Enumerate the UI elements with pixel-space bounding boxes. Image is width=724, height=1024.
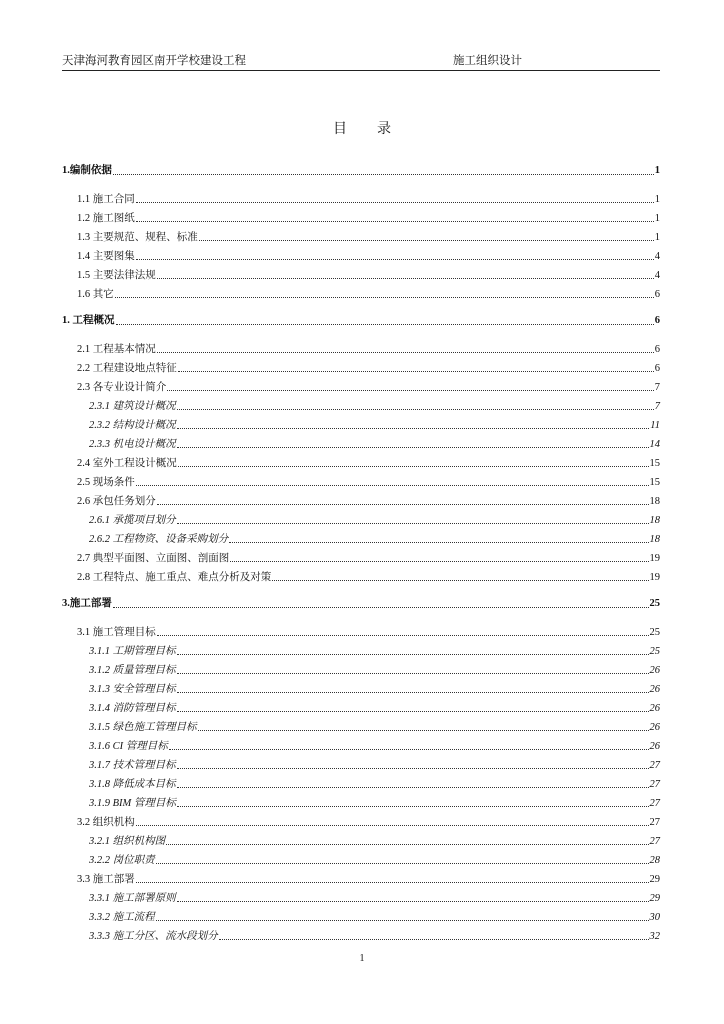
toc-entry[interactable] — [62, 832, 660, 851]
toc-leader-dots — [230, 561, 648, 562]
toc-entry-page: 27 — [649, 778, 660, 790]
toc-leader-dots — [177, 692, 649, 693]
toc-entry-label: 2.3.3 机电设计概况 — [89, 438, 176, 450]
toc-entry-label: 3.1.2 质量管理目标 — [89, 664, 176, 676]
toc-entry-page: 6 — [654, 315, 660, 326]
toc-entry-page: 29 — [649, 892, 660, 904]
toc-entry-label: 3.1.3 安全管理目标 — [89, 683, 176, 695]
toc-leader-dots — [229, 542, 648, 543]
header-project-name: 天津海河教育园区南开学校建设工程 — [62, 53, 246, 67]
toc-leader-dots — [272, 580, 648, 581]
toc-entry-label: 1.3 主要规范、规程、标准 — [77, 231, 198, 243]
toc-entry-page: 27 — [649, 797, 660, 809]
toc-leader-dots — [177, 673, 649, 674]
toc-entry-page: 19 — [649, 571, 660, 583]
toc-entry[interactable] — [62, 718, 660, 737]
page-header — [62, 52, 660, 71]
toc-entry-page: 4 — [654, 269, 660, 281]
toc-entry-page: 7 — [654, 381, 660, 393]
toc-entry[interactable] — [62, 247, 660, 266]
toc-entry-label: 3.2.2 岗位职责 — [89, 854, 155, 866]
toc-entry-page: 30 — [649, 911, 660, 923]
toc-entry-label: 3.1.9 BIM 管理目标 — [89, 797, 176, 809]
toc-title: 目录 — [333, 122, 421, 137]
toc-leader-dots — [113, 174, 654, 175]
toc-leader-dots — [136, 485, 649, 486]
toc-leader-dots — [136, 202, 654, 203]
toc-entry[interactable] — [62, 642, 660, 661]
toc-entry[interactable] — [62, 340, 660, 359]
toc-entry-label: 3.施工部署 — [62, 598, 112, 609]
toc-entry-page: 25 — [649, 598, 660, 609]
toc-leader-dots — [113, 607, 649, 608]
toc-entry[interactable] — [62, 889, 660, 908]
toc-entry-page: 18 — [649, 533, 660, 545]
toc-entry-page: 26 — [649, 683, 660, 695]
toc-entry[interactable] — [62, 737, 660, 756]
toc-entry[interactable] — [62, 756, 660, 775]
toc-entry-label: 2.1 工程基本情况 — [77, 343, 156, 355]
toc-entry-page: 4 — [654, 250, 660, 262]
toc-entry-label: 2.3.1 建筑设计概况 — [89, 400, 176, 412]
toc-entry[interactable] — [62, 597, 660, 611]
toc-leader-dots — [156, 863, 649, 864]
toc-entry-page: 7 — [654, 400, 660, 412]
toc-leader-dots — [157, 635, 649, 636]
toc-entry-page: 27 — [649, 816, 660, 828]
toc-entry-label: 3.2 组织机构 — [77, 816, 135, 828]
toc-entry-label: 3.3 施工部署 — [77, 873, 135, 885]
toc-entry[interactable] — [62, 164, 660, 178]
toc-entry-label: 3.1.4 消防管理目标 — [89, 702, 176, 714]
toc-leader-dots — [157, 278, 654, 279]
header-document-type: 施工组织设计 — [453, 53, 522, 67]
toc-leader-dots — [177, 787, 649, 788]
toc-leader-dots — [177, 711, 649, 712]
toc-entry[interactable] — [62, 266, 660, 285]
toc-leader-dots — [177, 768, 649, 769]
toc-leader-dots — [169, 749, 649, 750]
toc-entry-page: 27 — [649, 759, 660, 771]
toc-leader-dots — [177, 409, 654, 410]
toc-entry[interactable] — [62, 511, 660, 530]
toc-entry-page: 27 — [649, 835, 660, 847]
toc-leader-dots — [167, 390, 654, 391]
toc-entry-label: 3.2.1 组织机构图 — [89, 835, 166, 847]
toc-entry-label: 1.编制依据 — [62, 165, 112, 176]
page-number: 1 — [359, 953, 365, 964]
toc-entry-label: 3.3.3 施工分区、流水段划分 — [89, 930, 218, 942]
toc-leader-dots — [178, 371, 654, 372]
toc-entry-label: 2.7 典型平面图、立面图、剖面图 — [77, 552, 230, 564]
toc-entry[interactable] — [62, 680, 660, 699]
toc-entry-page: 11 — [650, 419, 660, 431]
toc-entry-page: 1 — [654, 212, 660, 224]
toc-entry-page: 28 — [649, 854, 660, 866]
toc-entry-label: 1.4 主要图集 — [77, 250, 135, 262]
toc-entry[interactable] — [62, 314, 660, 328]
toc-entry[interactable] — [62, 661, 660, 680]
toc-entry[interactable] — [62, 927, 660, 946]
toc-entry[interactable] — [62, 813, 660, 832]
toc-entry-label: 1. 工程概况 — [62, 315, 115, 326]
toc-entry-label: 2.2 工程建设地点特征 — [77, 362, 177, 374]
toc-entry-page: 26 — [649, 702, 660, 714]
toc-entry[interactable] — [62, 775, 660, 794]
toc-leader-dots — [198, 730, 649, 731]
toc-entry-page: 1 — [654, 193, 660, 205]
toc-entry[interactable] — [62, 359, 660, 378]
toc-leader-dots — [115, 297, 654, 298]
toc-entry[interactable] — [62, 285, 660, 304]
toc-entry-page: 14 — [649, 438, 660, 450]
toc-entry-label: 3.1.1 工期管理目标 — [89, 645, 176, 657]
toc-entry-page: 1 — [654, 231, 660, 243]
toc-entry[interactable] — [62, 397, 660, 416]
toc-entry[interactable] — [62, 623, 660, 642]
toc-entry-label: 2.6.1 承揽项目划分 — [89, 514, 176, 526]
toc-entry-label: 2.6.2 工程物资、设备采购划分 — [89, 533, 229, 545]
toc-entry-page: 26 — [649, 664, 660, 676]
toc-entry-page: 32 — [649, 930, 660, 942]
toc-entry-page: 25 — [649, 626, 660, 638]
toc-entry-label: 1.1 施工合同 — [77, 193, 135, 205]
toc-leader-dots — [157, 352, 654, 353]
toc-entry-label: 3.1.6 CI 管理目标 — [89, 740, 168, 752]
toc-entry-label: 3.3.2 施工流程 — [89, 911, 155, 923]
toc-leader-dots — [178, 466, 649, 467]
toc-entry-label: 2.6 承包任务划分 — [77, 495, 156, 507]
toc-entry[interactable] — [62, 454, 660, 473]
toc-leader-dots — [136, 882, 649, 883]
toc-leader-dots — [136, 825, 649, 826]
toc-entry-label: 1.5 主要法律法规 — [77, 269, 156, 281]
toc-entry-page: 26 — [649, 740, 660, 752]
toc-entry[interactable] — [62, 378, 660, 397]
toc-entry[interactable] — [62, 530, 660, 549]
toc-entry[interactable] — [62, 209, 660, 228]
toc-entry-page: 15 — [649, 457, 660, 469]
toc-leader-dots — [177, 806, 649, 807]
toc-entry[interactable] — [62, 870, 660, 889]
toc-entry[interactable] — [62, 190, 660, 209]
toc-entry-page: 25 — [649, 645, 660, 657]
toc-leader-dots — [177, 447, 649, 448]
toc-entry-label: 3.1.5 绿色施工管理目标 — [89, 721, 197, 733]
toc-entry-label: 3.1.7 技术管理目标 — [89, 759, 176, 771]
toc-entry-page: 29 — [649, 873, 660, 885]
toc-entry[interactable] — [62, 473, 660, 492]
toc-entry-label: 1.6 其它 — [77, 288, 114, 300]
toc-leader-dots — [177, 428, 650, 429]
toc-leader-dots — [177, 523, 649, 524]
toc-entry[interactable] — [62, 908, 660, 927]
toc-leader-dots — [156, 920, 649, 921]
toc-entry-label: 2.4 室外工程设计概况 — [77, 457, 177, 469]
toc-entry-label: 3.1.8 降低成本目标 — [89, 778, 176, 790]
toc-entry-page: 26 — [649, 721, 660, 733]
toc-entry[interactable] — [62, 549, 660, 568]
toc-entry-label: 2.5 现场条件 — [77, 476, 135, 488]
toc-entry-page: 15 — [649, 476, 660, 488]
toc-leader-dots — [157, 504, 649, 505]
toc-entry[interactable] — [62, 228, 660, 247]
toc-entry-page: 18 — [649, 495, 660, 507]
toc-entry-page: 18 — [649, 514, 660, 526]
toc-entry-page: 19 — [649, 552, 660, 564]
toc-entry-label: 1.2 施工图纸 — [77, 212, 135, 224]
toc-leader-dots — [199, 240, 654, 241]
toc-entry-label: 2.3 各专业设计简介 — [77, 381, 167, 393]
toc-leader-dots — [136, 259, 654, 260]
toc-entry-page: 6 — [654, 288, 660, 300]
table-of-contents — [62, 164, 660, 946]
toc-leader-dots — [136, 221, 654, 222]
toc-entry[interactable] — [62, 699, 660, 718]
toc-leader-dots — [177, 654, 649, 655]
toc-leader-dots — [116, 324, 654, 325]
toc-entry[interactable] — [62, 568, 660, 587]
toc-entry-label: 3.3.1 施工部署原则 — [89, 892, 176, 904]
toc-entry-page: 6 — [654, 343, 660, 355]
toc-entry[interactable] — [62, 435, 660, 454]
toc-leader-dots — [166, 844, 648, 845]
toc-entry-label: 3.1 施工管理目标 — [77, 626, 156, 638]
toc-entry-page: 1 — [654, 165, 660, 176]
toc-entry[interactable] — [62, 851, 660, 870]
toc-leader-dots — [177, 901, 649, 902]
toc-entry-label: 2.8 工程特点、施工重点、难点分析及对策 — [77, 571, 272, 583]
toc-entry[interactable] — [62, 492, 660, 511]
toc-entry[interactable] — [62, 794, 660, 813]
toc-entry-label: 2.3.2 结构设计概况 — [89, 419, 176, 431]
toc-entry-page: 6 — [654, 362, 660, 374]
toc-entry[interactable] — [62, 416, 660, 435]
toc-leader-dots — [219, 939, 649, 940]
